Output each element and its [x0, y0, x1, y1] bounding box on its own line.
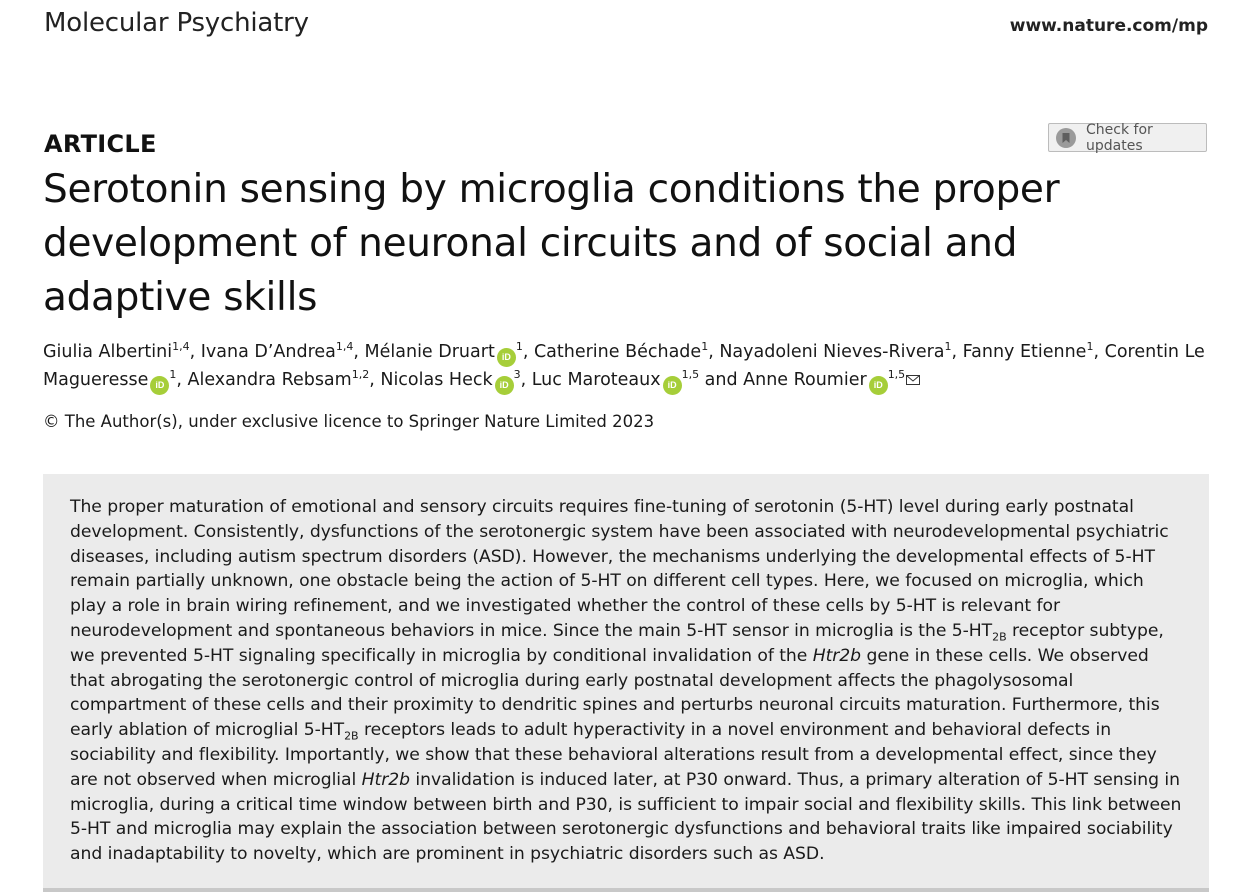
affiliation-number[interactable]: 1 [515, 340, 523, 354]
author-name[interactable]: Luc Maroteaux [531, 370, 661, 390]
orcid-icon[interactable]: iD [869, 376, 888, 395]
affiliation-number[interactable]: 1,5 [887, 368, 906, 382]
affiliation-number[interactable]: 1 [701, 340, 709, 354]
author-separator: , [176, 370, 188, 390]
orcid-icon[interactable]: iD [663, 376, 682, 395]
orcid-icon[interactable]: iD [150, 376, 169, 395]
gene-name: Htr2b [812, 645, 862, 666]
abstract-subscript: 2B [992, 630, 1007, 644]
abstract-part: receptor subtype, we prevented 5-HT signaling specifically in microglia by conditional invalidation of the [70, 620, 1164, 666]
bookmark-update-icon [1055, 127, 1077, 149]
bottom-divider [43, 888, 1209, 892]
copyright-notice: © The Author(s), under exclusive licence to Springer Nature Limited 2023 [43, 412, 655, 431]
author-separator: , [189, 342, 201, 362]
affiliation-number[interactable]: 1,2 [351, 368, 370, 382]
author-separator: , [951, 342, 963, 362]
author-list [43, 339, 1213, 395]
abstract-part: gene in these cells. We observed that abrogating the serotonergic control of microglia during early postnatal development affects the phagolysosomal compartment of these cells and their proximity to dendritic spines and perturbs neuronal circuits maturation. Furthermore, this early ablation of microglial 5-HT [70, 645, 1160, 741]
author-separator: , [708, 342, 720, 362]
author-name[interactable]: Nayadoleni Nieves-Rivera [719, 342, 945, 362]
abstract-part: invalidation is induced later, at P30 onward. Thus, a primary alteration of 5-HT sensing in microglia, during a critical time window between birth and P30, is sufficient to impair social and flexibility skills. This link between 5-HT and microglia may explain the association between serotonergic dysfunctions and behavioral traits like impaired sociability and inadaptability to novelty, which are prominent in psychiatric disorders such as ASD. [70, 769, 1182, 865]
affiliation-number[interactable]: 1,4 [335, 340, 354, 354]
journal-name: Molecular Psychiatry [44, 8, 309, 38]
author-name[interactable]: Mélanie Druart [364, 342, 495, 362]
gene-name: Htr2b [361, 769, 410, 790]
abstract-subscript: 2B [344, 729, 359, 743]
author-name[interactable]: Ivana D’Andrea [200, 342, 336, 362]
check-for-updates-button[interactable] [1048, 123, 1207, 152]
affiliation-number[interactable]: 1,4 [172, 340, 190, 354]
author-name[interactable]: Corentin Le Magueresse [43, 342, 1205, 390]
affiliation-number[interactable]: 1 [944, 340, 952, 354]
abstract-text [70, 495, 1183, 867]
journal-site-link[interactable]: www.nature.com/mp [1009, 16, 1208, 36]
article-type-label: ARTICLE [44, 130, 157, 158]
author-name[interactable]: Nicolas Heck [380, 370, 493, 390]
author-name[interactable]: Giulia Albertini [43, 342, 173, 362]
affiliation-number[interactable]: 1 [169, 368, 177, 382]
affiliation-number[interactable]: 1 [1086, 340, 1094, 354]
email-icon[interactable] [906, 367, 920, 393]
affiliation-number[interactable]: 1,5 [681, 368, 700, 382]
author-separator: , [1093, 342, 1105, 362]
article-title: Serotonin sensing by microglia conditions the proper development of neuronal circuits and of social and adaptive skills [43, 167, 1060, 320]
abstract-part: receptors leads to adult hyperactivity in a novel environment and behavioral defects in sociability and flexibility. Importantly, we show that these behavioral alterations result from a developmental effect, since they are not observed when microglial [70, 720, 1157, 790]
check-for-updates-label: Check for updates [1086, 121, 1153, 154]
author-separator: , [522, 342, 534, 362]
author-name[interactable]: Catherine Béchade [533, 342, 702, 362]
abstract-part: The proper maturation of emotional and sensory circuits requires fine-tuning of serotonin (5-HT) level during early postnatal development. Consistently, dysfunctions of the serotonergic system have been associated with neurodevelopmental psychiatric diseases, including autism spectrum disorders (ASD). However, the mechanisms underlying the developmental effects of 5-HT remain partially unknown, one obstacle being the action of 5-HT on different cell types. Here, we focused on microglia, which play a role in brain wiring refinement, and we investigated whether the control of these cells by 5-HT is relevant for neurodevelopment and spontaneous behaviors in mice. Since the main 5-HT sensor in microglia is the 5-HT [70, 497, 1169, 641]
author-name[interactable]: Anne Roumier [743, 370, 867, 390]
author-name[interactable]: Fanny Etienne [962, 342, 1087, 362]
author-separator: , [520, 370, 532, 390]
orcid-icon[interactable]: iD [497, 348, 516, 367]
affiliation-number[interactable]: 3 [513, 368, 521, 382]
author-separator: , [369, 370, 381, 390]
author-separator: , [353, 342, 365, 362]
orcid-icon[interactable]: iD [495, 376, 514, 395]
abstract-box [43, 474, 1209, 892]
author-name[interactable]: Alexandra Rebsam [187, 370, 352, 390]
author-separator: and [699, 370, 744, 390]
